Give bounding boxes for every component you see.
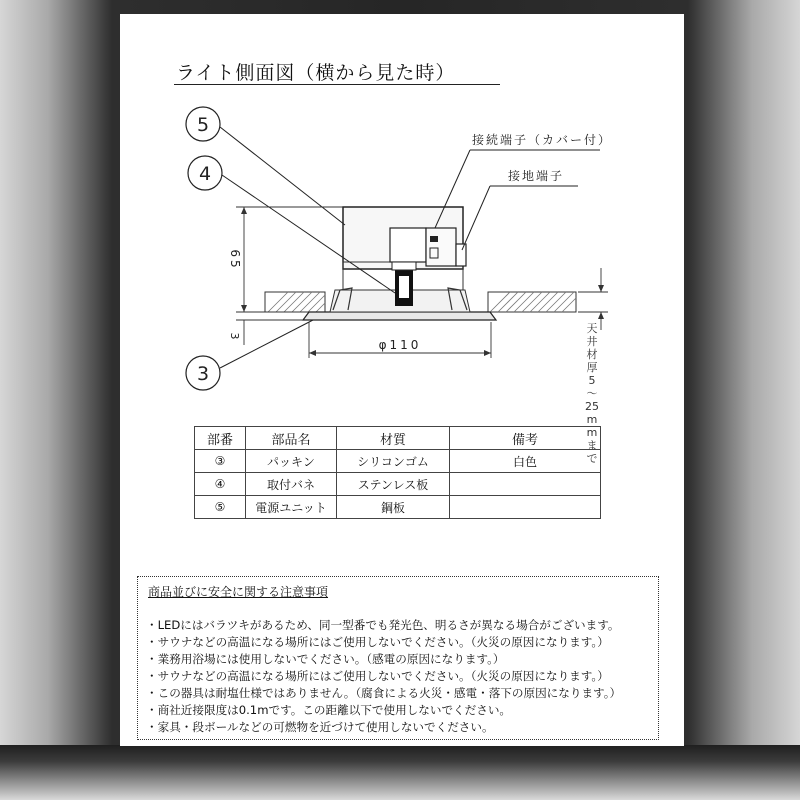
callout-4 — [188, 156, 222, 190]
list-item: ・この器具は耐塩仕様ではありません。（腐食による火災・感電・落下の原因になります。） — [146, 686, 622, 700]
table-row — [195, 450, 601, 473]
header-remarks: 備考 — [450, 427, 601, 450]
svg-text:4: 4 — [198, 163, 212, 185]
list-item: ・家具・段ボールなどの可燃物を近づけて使用しないでください。 — [146, 720, 494, 734]
diameter-value: φ110 — [378, 338, 422, 352]
table-cell: 電源ユニット — [246, 496, 337, 519]
table-cell: 鋼板 — [337, 496, 450, 519]
callout-5 — [186, 107, 220, 141]
flange-value: 3 — [228, 332, 241, 340]
header-material: 材質 — [337, 427, 450, 450]
list-item: ・LEDにはバラツキがあるため、同一型番でも発光色、明るさが異なる場合がございます。 — [146, 618, 620, 632]
header-part-no: 部番 — [195, 427, 246, 450]
header-part-name: 部品名 — [246, 427, 337, 450]
table-cell: ステンレス板 — [337, 473, 450, 496]
list-item: ・業務用浴場には使用しないでください。（感電の原因になります。） — [146, 652, 505, 666]
ceiling-thickness-label: 天井材厚5～25mmまで — [585, 322, 599, 465]
ground-terminal — [456, 244, 466, 266]
table-cell: シリコンゴム — [337, 450, 450, 473]
notice-title: 商品並びに安全に関する注意事項 — [148, 585, 329, 599]
height-dimension — [236, 207, 343, 345]
table-header-row — [195, 427, 601, 450]
ceiling-thickness-dimension — [578, 268, 608, 330]
table-row — [195, 496, 601, 519]
flange — [303, 312, 496, 320]
table-cell: ④ — [195, 473, 246, 496]
callout-3 — [186, 356, 220, 390]
table-cell: ⑤ — [195, 496, 246, 519]
connection-terminal-label: 接続端子（カバー付） — [472, 133, 613, 147]
terminal-block — [426, 228, 456, 266]
table-cell: パッキン — [246, 450, 337, 473]
table-cell: 取付バネ — [246, 473, 337, 496]
table-cell: 白色 — [450, 450, 601, 473]
table-cell: ③ — [195, 450, 246, 473]
height-value: 65 — [228, 249, 242, 271]
list-item: ・サウナなどの高温になる場所にはご使用しないでください。（火災の原因になります。） — [146, 669, 609, 683]
page-title: ライト側面図（横から見た時） — [176, 62, 456, 84]
svg-text:5: 5 — [196, 114, 210, 136]
list-item: ・サウナなどの高温になる場所にはご使用しないでください。（火災の原因になります。） — [146, 635, 609, 649]
parts-table — [194, 426, 601, 519]
ground-terminal-label: 接地端子 — [508, 169, 565, 183]
list-item: ・商社近接限度は0.1mです。この距離以下で使用しないでください。 — [146, 703, 512, 717]
table-row — [195, 473, 601, 496]
ceiling-left — [265, 292, 325, 312]
table-cell — [450, 496, 601, 519]
svg-text:3: 3 — [196, 363, 210, 385]
connection-terminal — [390, 228, 426, 262]
table-cell — [450, 473, 601, 496]
notice-list — [146, 617, 621, 736]
ceiling-right — [488, 292, 576, 312]
safety-notice-box — [137, 576, 659, 740]
